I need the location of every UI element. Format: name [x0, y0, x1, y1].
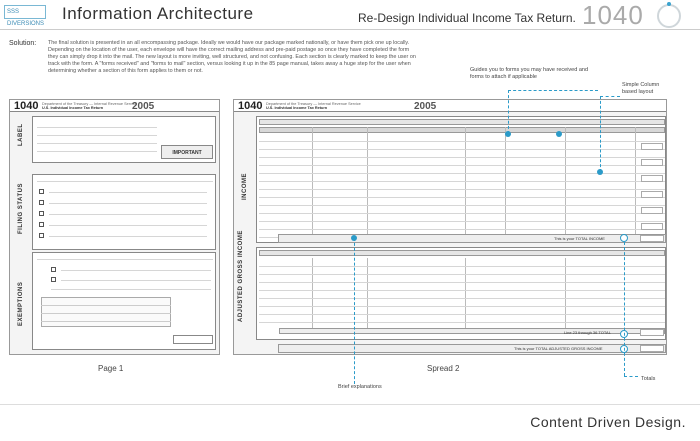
income-amount-field[interactable] [641, 207, 663, 214]
ex-line [41, 321, 171, 322]
income-amount-field[interactable] [641, 223, 663, 230]
income-col-divider [505, 127, 506, 240]
ex-line [51, 289, 211, 290]
annotation-totals: Totals [641, 376, 656, 382]
form-number-display: 1040 [582, 0, 644, 30]
income-row [259, 149, 665, 150]
footer-tagline: Content Driven Design. [530, 414, 686, 430]
filing-status-checkbox[interactable] [39, 200, 44, 205]
guides-marker [556, 131, 562, 137]
agi-col-divider [465, 258, 466, 328]
income-section [256, 116, 666, 243]
income-row [259, 173, 665, 174]
filing-status-section [32, 174, 216, 250]
agi-col-divider [565, 258, 566, 328]
total-income-label: This is your TOTAL INCOME [554, 236, 605, 241]
income-amount-field[interactable] [641, 143, 663, 150]
ex-line [41, 305, 171, 306]
label-line [37, 151, 157, 152]
line-total-field[interactable] [640, 329, 664, 336]
total-income-field[interactable] [640, 235, 664, 242]
spread-header [234, 100, 666, 112]
income-section-title: INCOME [242, 173, 248, 200]
income-col-divider [565, 127, 566, 240]
agi-row [259, 322, 665, 323]
page1-form [9, 99, 220, 355]
income-intro-row [259, 119, 665, 125]
page1-year: 2005 [132, 101, 155, 112]
income-header-row [259, 127, 665, 133]
income-amount-field[interactable] [641, 175, 663, 182]
income-row [259, 181, 665, 182]
fs-line [49, 203, 207, 204]
label-section-title: LABEL [18, 123, 24, 146]
guides-marker [505, 131, 511, 137]
income-col-divider [635, 127, 636, 240]
exemption-checkbox[interactable] [51, 267, 56, 272]
page1-caption: Page 1 [98, 364, 124, 373]
agi-total-label: This is your TOTAL ADJUSTED GROSS INCOME [514, 346, 603, 351]
income-col-divider [312, 127, 313, 240]
fs-line [49, 225, 207, 226]
page1-header-text-2: U.S. Individual Income Tax Return [42, 106, 104, 110]
income-col-divider [465, 127, 466, 240]
fs-line [49, 192, 207, 193]
important-box: IMPORTANT [161, 145, 213, 159]
filing-status-checkbox[interactable] [39, 233, 44, 238]
label-line [37, 127, 157, 128]
agi-total-row [278, 344, 666, 353]
income-amount-field[interactable] [641, 191, 663, 198]
income-row [259, 141, 665, 142]
ex-line [41, 313, 171, 314]
column-connector [600, 96, 620, 97]
income-row [259, 229, 665, 230]
exemptions-section-title: EXEMPTIONS [18, 281, 24, 326]
page-title: Information Architecture [62, 4, 254, 23]
agi-section [256, 247, 666, 340]
fs-line [37, 181, 213, 182]
income-row [259, 189, 665, 190]
brief-marker [351, 235, 357, 241]
solution-label: Solution: [9, 40, 37, 47]
exemption-checkbox[interactable] [51, 277, 56, 282]
guides-connector [508, 90, 509, 134]
ex-line [61, 270, 211, 271]
spread-form [233, 99, 667, 355]
logo: SSS DIVERSIONS [4, 5, 46, 19]
label-section [32, 116, 216, 163]
total-income-row [278, 234, 666, 243]
fs-line [49, 214, 207, 215]
annotation-simple-column: Simple Column based layout [622, 82, 660, 95]
page1-header-text: Department of the Treasury — Internal Revenue Service [42, 102, 137, 106]
income-row [259, 213, 665, 214]
ex-line [61, 280, 211, 281]
spread-header-text-2: U.S. Individual Income Tax Return [266, 106, 328, 110]
spread-caption: Spread 2 [427, 364, 460, 373]
dependents-table [41, 297, 171, 327]
agi-row [259, 290, 665, 291]
agi-row [259, 306, 665, 307]
spread-header-text: Department of the Treasury — Internal Revenue Service [266, 102, 361, 106]
spread-form-number: 1040 [238, 100, 263, 112]
agi-col-divider [367, 258, 368, 328]
annotation-guides: Guides you to forms you may have received and forms to attach if applicable [470, 67, 589, 80]
agi-col-divider [312, 258, 313, 328]
income-row [259, 165, 665, 166]
guides-connector [508, 90, 598, 91]
spread-year: 2005 [414, 101, 437, 112]
ex-line [37, 259, 213, 260]
agi-section-title: ADJUSTED GROSS INCOME [238, 230, 244, 322]
ring-logo-icon [657, 4, 681, 28]
agi-row [259, 266, 665, 267]
filing-status-checkbox[interactable] [39, 211, 44, 216]
column-connector [600, 96, 601, 172]
annotation-brief: Brief explanations [338, 384, 382, 390]
fs-line [49, 236, 207, 237]
agi-row [259, 298, 665, 299]
label-line [37, 135, 157, 136]
totals-connector [624, 242, 625, 376]
income-row [259, 197, 665, 198]
total-exemptions-box[interactable] [173, 335, 213, 344]
agi-row [259, 314, 665, 315]
page1-header [10, 100, 219, 112]
footer-divider [0, 404, 700, 405]
label-line [37, 143, 157, 144]
filing-status-checkbox[interactable] [39, 189, 44, 194]
income-col-divider [367, 127, 368, 240]
totals-marker [620, 234, 628, 242]
agi-header-row [259, 250, 665, 256]
income-row [259, 205, 665, 206]
line-total-label: Line 23 through 36 TOTAL [564, 330, 611, 335]
agi-row [259, 282, 665, 283]
column-marker [597, 169, 603, 175]
exemptions-section [32, 252, 216, 350]
totals-connector [624, 376, 638, 377]
filing-status-checkbox[interactable] [39, 222, 44, 227]
page1-form-number: 1040 [14, 100, 39, 112]
income-row [259, 221, 665, 222]
income-row [259, 157, 665, 158]
agi-total-field[interactable] [640, 345, 664, 352]
agi-row [259, 274, 665, 275]
brief-connector [354, 238, 355, 384]
filing-status-section-title: FILING STATUS [18, 183, 24, 234]
solution-text: The final solution is presented in an all encompassing package. Ideally we would have our package marked nationally, or have them pick one up locally. Depending on the location of the user, each envelope will have the correct mailing address and pre-paid postage so once they have completed the form they can simply drop it into the mail. The new layout is more inviting, well structured, and not confusing. Each section is clearly marked to keep the user on track with the form. A "forms received" and "forms to mail" section, versus looking it up in the 85 page manual, takes away a huge step for the user when determining whether a section of this form applies to them or not. [48, 40, 416, 74]
income-amount-field[interactable] [641, 159, 663, 166]
page-subtitle: Re-Design Individual Income Tax Return. [358, 11, 576, 25]
